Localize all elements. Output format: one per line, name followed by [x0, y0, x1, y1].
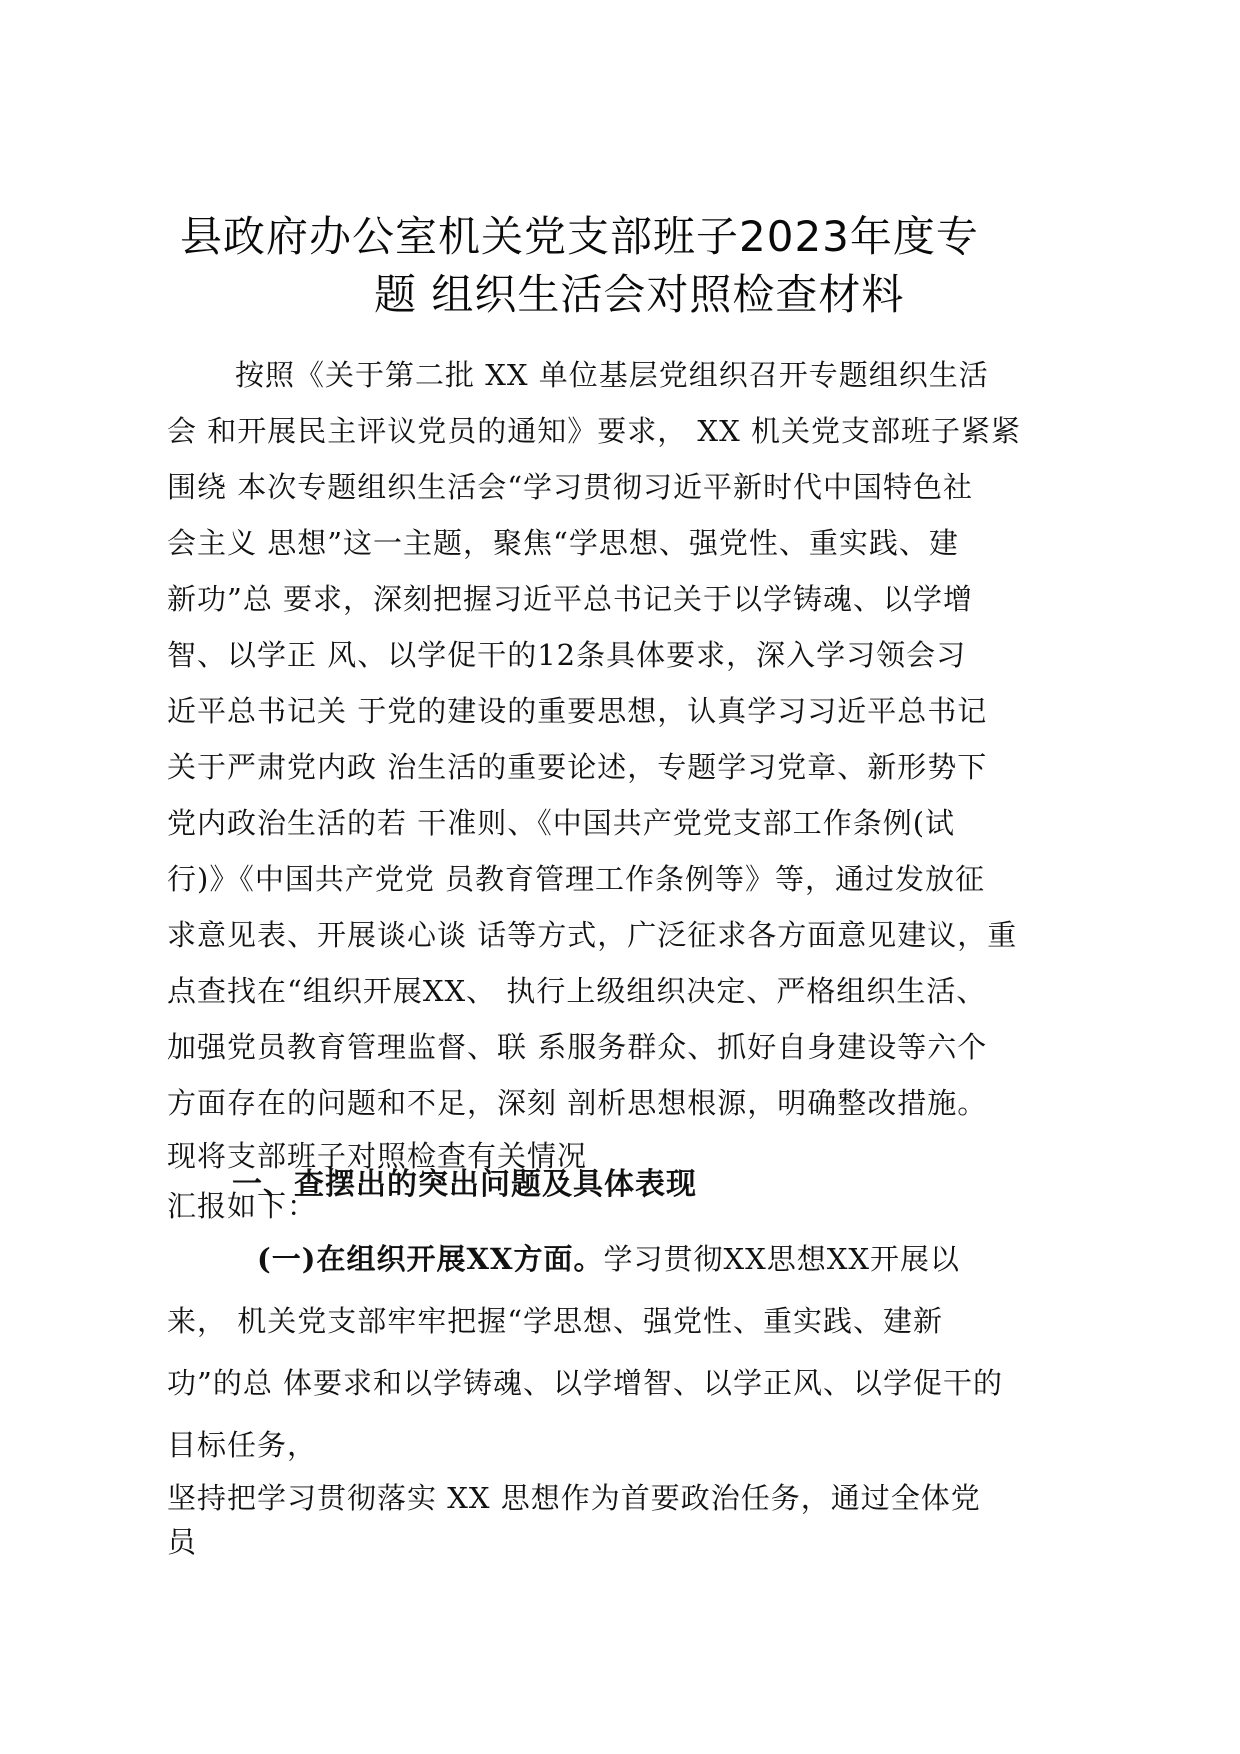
paragraph-line: 关于严肃党内政 治生活的重要论述，专题学习党章、新形势下	[167, 750, 988, 784]
title-line-2: 题 组织生活会对照检查材料	[374, 270, 905, 319]
paragraph-line: 目标任务，	[167, 1428, 318, 1462]
subsection-heading: (一)在组织开展XX方面。	[257, 1242, 604, 1276]
subsection-lead-text: 学习贯彻XX思想XX开展以	[603, 1242, 961, 1276]
section-heading: 一、查摆出的突出问题及具体表现	[232, 1167, 697, 1202]
paragraph-line: 来， 机关党支部牢牢把握“学思想、强党性、重实践、建新	[167, 1304, 944, 1338]
paragraph-line: 近平总书记关 于党的建设的重要思想，认真学习习近平总书记	[167, 694, 988, 728]
paragraph-line: 方面存在的问题和不足，深刻 剖析思想根源，明确整改措施。	[167, 1086, 988, 1120]
paragraph-line: 行)》《中国共产党党 员教育管理工作条例等》等，通过发放征	[167, 862, 986, 896]
paragraph-line: 现将支部班子对照检查有关情况	[167, 1139, 588, 1173]
paragraph-line: 会 和开展民主评议党员的通知》要求， XX 机关党支部班子紧紧	[167, 414, 1021, 448]
title-line-1: 县政府办公室机关党支部班子2023年度专	[180, 212, 979, 261]
paragraph-line: 功”的总 体要求和以学铸魂、以学增智、以学正风、以学促干的	[167, 1366, 1004, 1400]
paragraph-line: 会主义 思想”这一主题，聚焦“学思想、强党性、重实践、建	[167, 526, 959, 560]
paragraph-line: 党内政治生活的若 干准则、《中国共产党党支部工作条例(试	[167, 806, 956, 840]
paragraph-line: 智、以学正 风、以学促干的12条具体要求，深入学习领会习	[167, 638, 967, 672]
paragraph-line: 员	[167, 1525, 198, 1559]
section-lead-line	[167, 1228, 1087, 1290]
paragraph-line: 新功”总 要求，深刻把握习近平总书记关于以学铸魂、以学增	[167, 582, 974, 616]
paragraph-line: 点查找在“组织开展XX、 执行上级组织决定、严格组织生活、	[167, 974, 987, 1008]
document-title	[150, 208, 1100, 324]
intro-paragraph	[167, 347, 1087, 1231]
paragraph-line: 按照《关于第二批 XX 单位基层党组织召开专题组织生活	[235, 358, 989, 392]
paragraph-line: 汇报如下：	[167, 1189, 318, 1223]
section-1-paragraph	[167, 1228, 1087, 1564]
paragraph-line: 加强党员教育管理监督、联 系服务群众、抓好自身建设等六个	[167, 1030, 988, 1064]
paragraph-line: 围绕 本次专题组织生活会“学习贯彻习近平新时代中国特色社	[167, 470, 974, 504]
paragraph-line: 坚持把学习贯彻落实 XX 思想作为首要政治任务，通过全体党	[167, 1481, 981, 1515]
paragraph-line: 求意见表、开展谈心谈 话等方式，广泛征求各方面意见建议，重	[167, 918, 1018, 952]
